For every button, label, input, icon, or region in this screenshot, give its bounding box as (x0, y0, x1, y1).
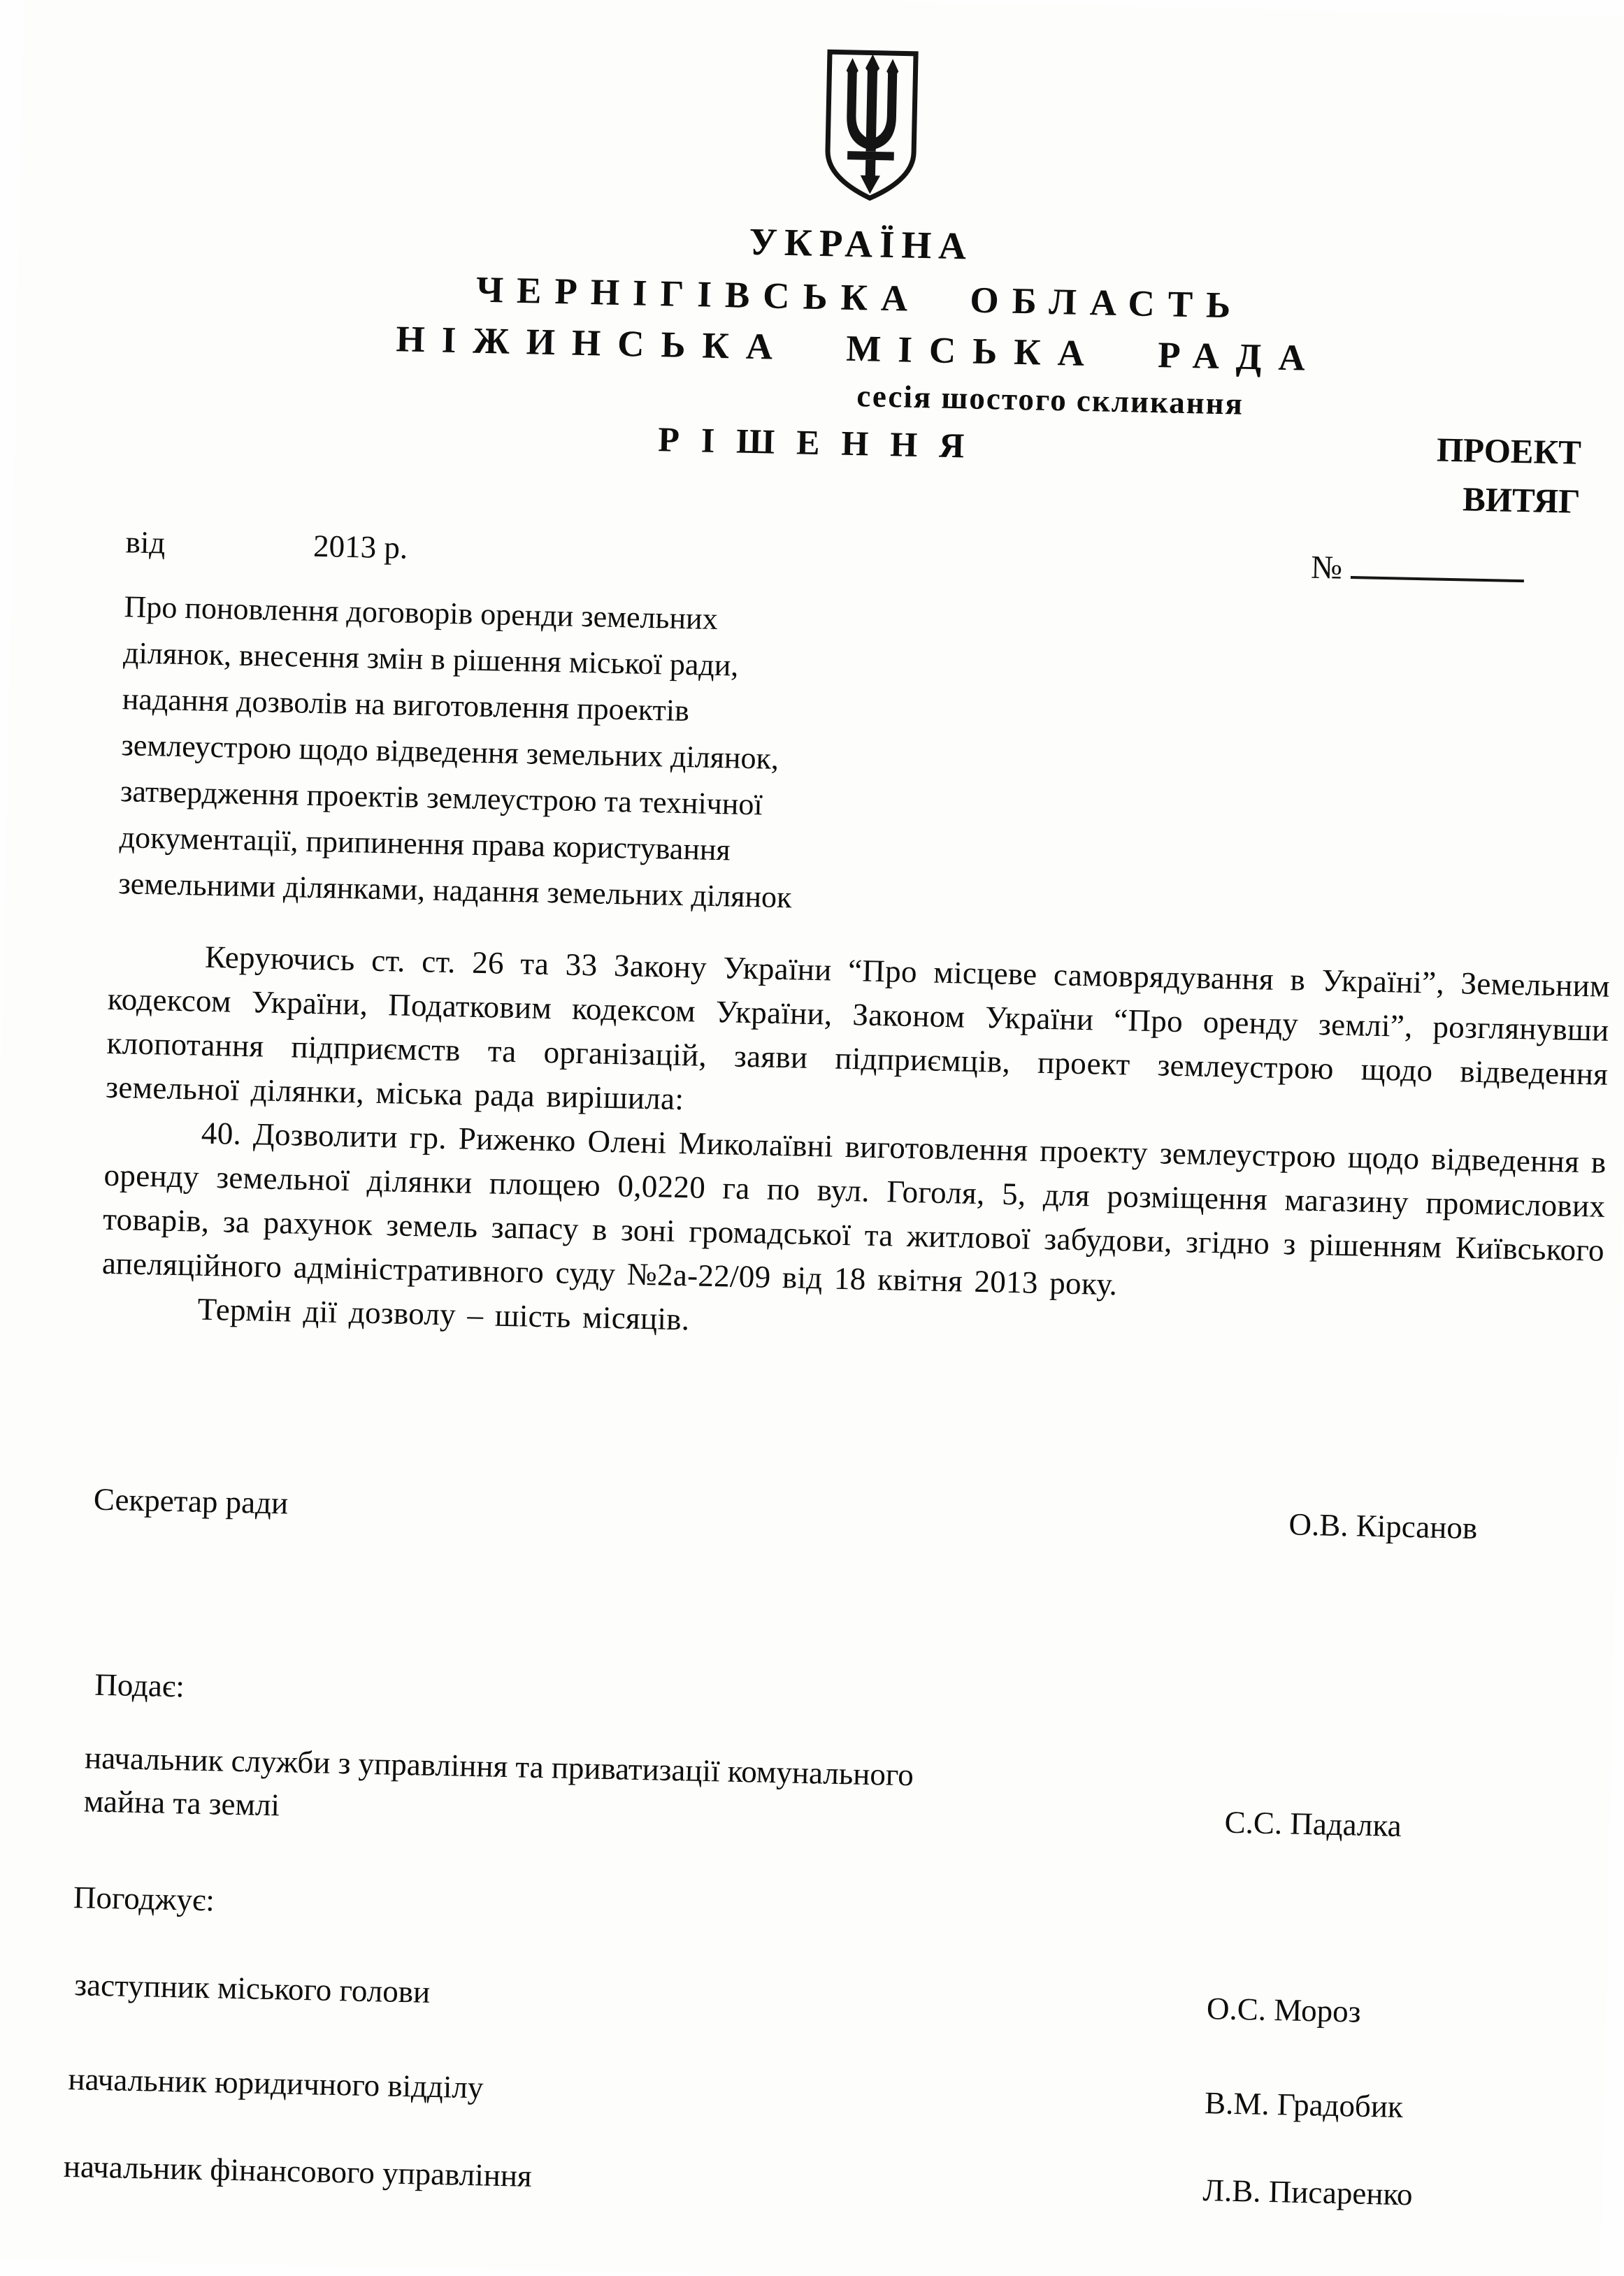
submits-label: Подає: (94, 1666, 185, 1704)
agreer-role: начальник фінансового управління (63, 2148, 533, 2194)
header-council: НІЖИНСЬКА МІСЬКА РАДА (395, 319, 1323, 380)
agreer-role: заступник міського голови (73, 1967, 431, 2010)
number-line (1311, 540, 1525, 591)
signature-secretary-role: Секретар ради (93, 1481, 289, 1521)
header-session-line: сесія шостого скликання (856, 378, 1244, 422)
signature-secretary-name: О.В. Кірсанов (1288, 1506, 1478, 1546)
subject-line: документації, припинення права користування (119, 820, 731, 867)
stamp-block (1435, 426, 1582, 526)
stamp-vytiah: ВИТЯГ (1462, 480, 1581, 521)
date-blank-gap (165, 553, 313, 556)
body-text (101, 933, 1610, 1361)
number-blank-line (1351, 541, 1525, 582)
date-prefix: від (125, 524, 166, 561)
subject-block (118, 584, 798, 921)
submitter-name: С.С. Падалка (1224, 1804, 1402, 1843)
submitter-role: начальник служби з управління та приватизації комунального майна та землі (83, 1740, 914, 1823)
document-header (77, 206, 1624, 480)
subject-line: землеустрою щодо відведення земельних ділянок, (121, 728, 779, 776)
ukraine-trident-emblem-icon (818, 48, 925, 205)
agreer-name: В.М. Градобик (1204, 2085, 1404, 2125)
term-line: Термін дії дозволу – шість місяців. (197, 1291, 690, 1337)
header-country: УКРАЇНА (748, 219, 974, 268)
date-line (125, 524, 408, 566)
stamp-proekt: ПРОЕКТ (1436, 430, 1582, 472)
date-value: 2013 р. (312, 528, 408, 566)
agreer-name: О.С. Мороз (1206, 1991, 1361, 2029)
subject-line: затвердження проектів землеустрою та технічної (120, 774, 763, 822)
subject-line: ділянок, внесення змін в рішення міської ради, (122, 635, 739, 683)
subject-line: Про поновлення договорів оренди земельних (124, 589, 719, 637)
subject-line: надання дозволів на виготовлення проектів (122, 682, 690, 728)
subject-line: земельними ділянками, надання земельних ділянок (117, 866, 792, 915)
header-doc-type: РІШЕННЯ (657, 419, 986, 466)
agreer-role: начальник юридичного відділу (68, 2061, 484, 2105)
body-paragraph-item-40: 40. Дозволити гр. Риженко Олені Миколаївні виготовлення проекту землеустрою щодо відведення в оренду земельної ділянки площею 0,0220 га по вул. Гоголя, 5, для розміщення магазину промислових товарів, за рахунок земель запасу в зоні громадської та житлової забудови, згідно з рішенням Київського апеляційного адміністративного суду №2а-22/09 від 18 квітня 2013 року. (101, 1115, 1607, 1302)
header-region: ЧЕРНІГІВСЬКА ОБЛАСТЬ (475, 269, 1244, 326)
agreer-name: Л.В. Писаренко (1202, 2173, 1414, 2212)
agrees-label: Погоджує: (73, 1880, 215, 1918)
number-label: № (1310, 549, 1343, 586)
body-paragraph-intro: Керуючись ст. ст. 26 та 33 Закону України “Про місцеве самоврядування в Україні”, Земельним кодексом України, Податковим кодексом України, Законом України “Про оренду землі”, розглянувши клопотання підприємств та організацій, заяви підприємців, проект землеустрою щодо відведення земельної ділянки, міська рада вирішила: (105, 939, 1611, 1117)
